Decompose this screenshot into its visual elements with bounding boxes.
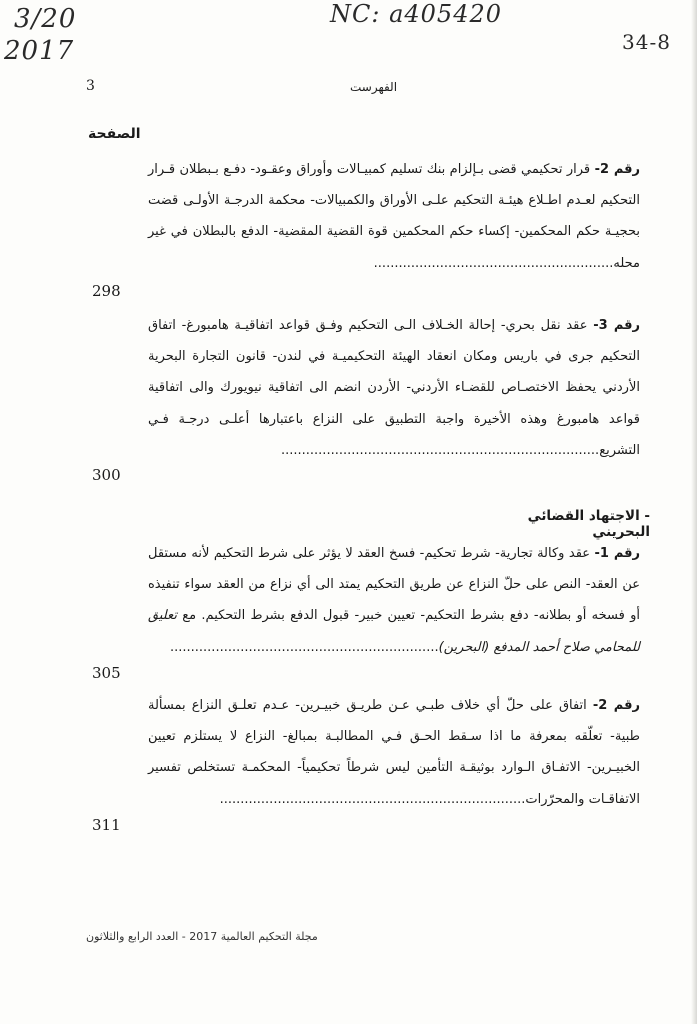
entry-text: اتفاق على حلّ أي خلاف طبـي عـن طريـق خبيـرين- عـدم تعلـق النزاع بمسألة طبية- تعلّقه بمعرفة ما اذا سـقط الحـق فـي المطالبـة بمبالغ- النزاع لا يستلزم تعيين الخبيـرين- الاتفـاق الـوارد بوثيقـة التأمين ليس شرطاً تحكيمياً- المحكمـة تستخلص تفسير الاتفاقـات والمحرّرات [148,698,640,807]
entry-dots: ................................................................. [169,639,439,655]
page-column-label: الصفحة [88,126,141,142]
entry-text: عقد نقل بحري- إحالة الخـلاف الـى التحكيم وفـق قواعد اتفاقيـة هامبورغ- اتفاق التحكيم جرى في باريس ومكان انعقاد الهيئة التحكيميـة في لندن- قانون التجارة البحرية الأردني يحفظ الاختصـاص للقضـاء الأردني- الأردن انضم الى اتفاقية نيويورك والى اتفاقية قواعد هامبورغ وهذه الأخيرة واجبة التطبيق على النزاع باعتبارها أعلـى درجـة فـي التشريع [148,318,640,458]
entry-number: رقم 1- [594,546,641,561]
entry-page-ref: 298 [92,282,121,300]
page-edge [691,0,697,1024]
entry-dots: .......................................................................... [219,791,526,807]
entry-comment: تعليق للمحامي صلاح أحمد المدفع (البحرين) [148,608,640,655]
page-title: الفهرست [350,80,398,94]
entry-text: قرار تحكيمي قضى بـإلزام بنك تسليم كمبيـالات وأوراق وعقـود- دفـع بـبطلان قـرار التحكيم لعـدم اطـلاع هيئـة التحكيم علـى الأوراق والكمبيالات- محكمة الدرجـة الأولـى قضت بحجيـة حكم المحكمين- إكساء حكم المحكمين قوة القضية المقضية- الدفع بالبطلان في غير محله [148,162,640,271]
toc-entry [148,310,640,466]
toc-entry [148,154,640,279]
handwritten-reference: NC: a405420 [330,0,503,28]
toc-entry [148,538,640,663]
entry-page-ref: 305 [92,664,121,682]
entry-dots: ............................................................................. [280,442,600,458]
section-heading: - الاجتهاد القضائي البحريني [527,508,650,540]
handwritten-year: 2017 [4,36,75,66]
entry-number: رقم 2- [592,698,640,713]
entry-text: عقد وكالة تجارية- شرط تحكيم- فسخ العقد لا يؤثر على شرط التحكيم لأنه مستقل عن العقد- النص على حلّ النزاع عن طريق التحكيم يمتد الى أي نزاع من العقد سواء تنفيذه أو فسخه أو بطلانه- دفع بشرط التحكيم- تعيين خبير- قبول الدفع بشرط التحكيم. مع [148,546,640,624]
entry-number: رقم 2- [594,162,641,177]
handwritten-number: 3/20 [14,4,77,34]
handwritten-page-mark: 34-8 [622,30,671,54]
entry-number: رقم 3- [593,318,641,333]
entry-page-ref: 311 [92,816,121,834]
entry-page-ref: 300 [92,466,121,484]
page-footer: مجلة التحكيم العالمية 2017 - العدد الرابع والثلاثون [86,930,318,943]
entry-dots: .......................................................... [373,255,614,271]
page-number: 3 [86,78,95,94]
toc-entry [148,690,640,815]
